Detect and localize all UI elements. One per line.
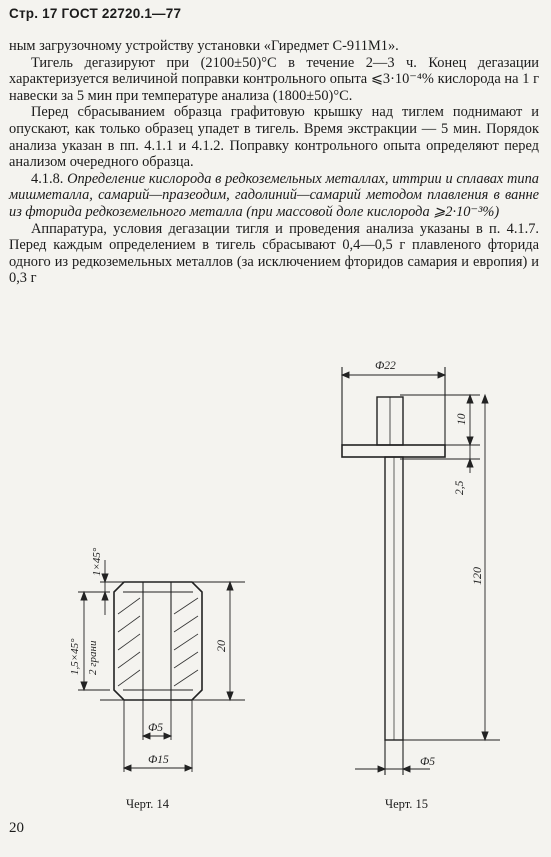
fig14-outer-diameter: Ф15 xyxy=(148,754,169,766)
fig14-chamfer-top: 1×45° xyxy=(91,547,103,576)
fig14-inner-diameter: Ф5 xyxy=(148,722,163,734)
figure-15 xyxy=(330,355,510,785)
section-heading xyxy=(9,171,539,221)
fig14-chamfer-side: 1,5×45° xyxy=(69,638,81,675)
page-header: Стр. 17 ГОСТ 22720.1—77 xyxy=(9,6,182,21)
figure-14-caption: Черт. 14 xyxy=(126,797,170,811)
body-text-top xyxy=(9,38,539,287)
fig15-head-diameter: Ф22 xyxy=(375,360,396,372)
fig14-height: 20 xyxy=(214,640,228,652)
section-number: 4.1.8. xyxy=(31,170,64,187)
page-number: 20 xyxy=(9,820,24,836)
fig15-head-height: 10 xyxy=(456,413,468,425)
paragraph-degassing: Тигель дегазируют при (2100±50)°С в течение 2—3 ч. Конец дегазации характеризуется величиной поправки контрольного опыта ⩽3·10⁻⁴% кислорода на 1 г навески за 5 мин при температуре анализа (1800±50)°С. xyxy=(9,54,539,104)
section-title: Определение кислорода в редкоземельных металлах, иттрии и сплавах типа мишметалла, самарий—празеодим, гадолиний—самарий методом плавления в ванне из фторида редкоземельного металла (при массовой доле кислорода ⩾2·10⁻³%) xyxy=(9,170,539,220)
fig15-rod-diameter: Ф5 xyxy=(420,756,435,768)
fig14-chamfer-note: 2 грани xyxy=(87,640,99,675)
fig15-length: 120 xyxy=(470,567,484,585)
figure-15-caption: Черт. 15 xyxy=(385,797,429,811)
figure-14 xyxy=(60,540,250,780)
paragraph-extraction: Перед сбрасыванием образца графитовую крышку над тиглем поднимают и опускают, как только образец упадет в тигель. Время экстракции — 5 мин. Порядок анализа указан в пп. 4.1.1 и 4.1.2. Поправку контрольного опыта определяют перед анализом очередного образца. xyxy=(9,104,539,171)
paragraph-apparatus: Аппаратура, условия дегазации тигля и проведения анализа указаны в п. 4.1.7. Перед каждым определением в тигель сбрасывают 0,4—0,5 г плавленого фторида одного из редкоземельных металлов (за исключением фторидов самария и европия) и 0,3 г xyxy=(9,220,539,287)
fig15-gap: 2,5 xyxy=(454,480,466,495)
paragraph-continuation: ным загрузочному устройству установки «Гиредмет С-911М1». xyxy=(9,38,399,54)
